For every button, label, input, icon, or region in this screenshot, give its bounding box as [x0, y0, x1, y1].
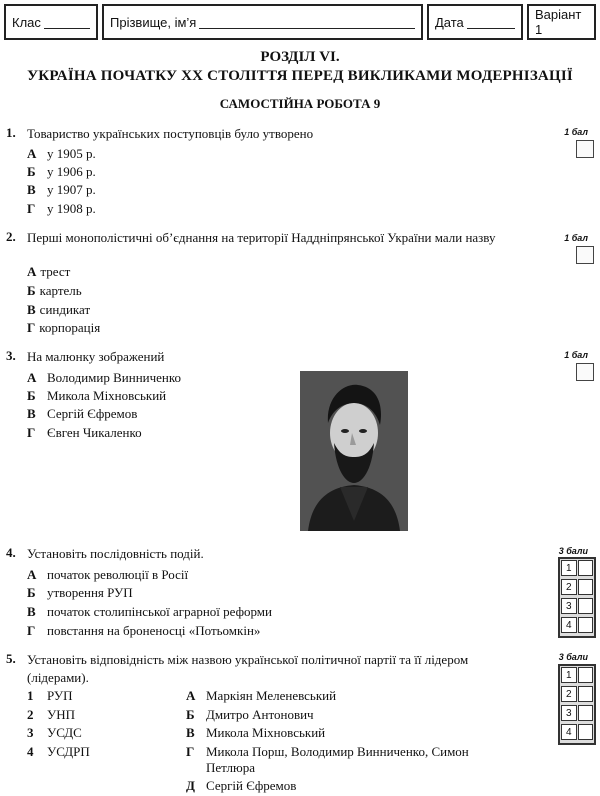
grid-cell[interactable] [578, 667, 594, 683]
grid-number: 1 [561, 560, 577, 576]
class-label: Клас [12, 14, 41, 30]
party-item: 2 УНП [27, 707, 75, 722]
name-field[interactable] [102, 4, 423, 40]
leader-item: Г Микола Порш, Володимир Винниченко, Симон [186, 744, 469, 759]
grid-number: 2 [561, 686, 577, 702]
option: Г у 1908 р. [27, 201, 96, 216]
name-line [199, 15, 415, 29]
option: А трест [27, 264, 71, 279]
date-field[interactable] [427, 4, 523, 40]
grid-cell[interactable] [578, 598, 594, 614]
option: Б картель [27, 283, 82, 298]
topic-title: УКРАЇНА ПОЧАТКУ XX СТОЛІТТЯ ПЕРЕД ВИКЛИКАМИ МОДЕРНІЗАЦІЇ [27, 68, 573, 84]
question-text: Товариство українських поступовців було утворено [27, 126, 314, 141]
grid-number: 3 [561, 705, 577, 721]
class-field[interactable] [4, 4, 98, 40]
points-label: 3 бали [558, 546, 588, 556]
points-label: 3 бали [558, 652, 588, 662]
option: Г Євген Чикаленко [27, 425, 142, 440]
grid-cell[interactable] [578, 705, 594, 721]
option: В у 1907 р. [27, 182, 96, 197]
question-number: 3. [6, 348, 16, 363]
grid-number: 3 [561, 598, 577, 614]
question-text: На малюнку зображений [27, 349, 165, 364]
question-number: 2. [6, 229, 16, 244]
grid-cell[interactable] [578, 686, 594, 702]
name-label: Прізвище, ім’я [110, 14, 197, 30]
option: В початок столипінської аграрної реформи [27, 604, 272, 619]
leader-item: А Маркіян Меленевський [186, 688, 337, 703]
grid-number: 4 [561, 617, 577, 633]
grid-cell[interactable] [578, 579, 594, 595]
option: Б Микола Міхновський [27, 388, 167, 403]
option: В Сергій Єфремов [27, 406, 138, 421]
grid-row [561, 617, 593, 635]
portrait-photo [300, 371, 408, 531]
grid-row [561, 724, 593, 742]
option: А початок революції в Росії [27, 567, 189, 582]
answer-box[interactable] [576, 140, 594, 158]
class-line [44, 15, 90, 29]
grid-number: 4 [561, 724, 577, 740]
variant-label: Варіант 1 [535, 7, 582, 37]
grid-row [561, 686, 593, 704]
question-text: Установіть послідовність подій. [27, 546, 204, 561]
points-label: 1 бал [564, 350, 588, 360]
leader-item: В Микола Міхновський [186, 725, 326, 740]
party-item: 1 РУП [27, 688, 73, 703]
grid-row [561, 560, 593, 578]
leader-item: Д Сергій Єфремов [186, 778, 297, 793]
grid-row [561, 667, 593, 685]
question-number: 4. [6, 545, 16, 560]
date-label: Дата [435, 14, 464, 30]
answer-grid [558, 664, 596, 745]
portrait-image [300, 371, 408, 531]
party-item: 4 УСДРП [27, 744, 90, 759]
question-number: 5. [6, 651, 16, 666]
section-title: РОЗДІЛ VI. [260, 49, 340, 65]
grid-cell[interactable] [578, 617, 594, 633]
answer-box[interactable] [576, 363, 594, 381]
answer-box[interactable] [576, 246, 594, 264]
grid-row [561, 598, 593, 616]
header-bar [4, 4, 596, 40]
date-line [467, 15, 515, 29]
points-label: 1 бал [564, 127, 588, 137]
grid-row [561, 579, 593, 597]
option: Б утворення РУП [27, 585, 133, 600]
option: Г повстання на броненосці «Потьомкін» [27, 623, 261, 638]
option: Б у 1906 р. [27, 164, 96, 179]
party-item: 3 УСДС [27, 725, 82, 740]
option: А у 1905 р. [27, 146, 96, 161]
grid-cell[interactable] [578, 724, 594, 740]
grid-number: 1 [561, 667, 577, 683]
grid-row [561, 705, 593, 723]
option: В синдикат [27, 302, 91, 317]
grid-number: 2 [561, 579, 577, 595]
leader-item: Б Дмитро Антонович [186, 707, 314, 722]
grid-cell[interactable] [578, 560, 594, 576]
answer-grid [558, 557, 596, 638]
leader-item-continued: Петлюра [206, 760, 255, 775]
question-number: 1. [6, 125, 16, 140]
question-text: Установіть відповідність між назвою української політичної партії та її лідером (лідерами). [27, 652, 469, 685]
option: А Володимир Винниченко [27, 370, 182, 385]
work-title: САМОСТІЙНА РОБОТА 9 [219, 96, 381, 111]
points-label: 1 бал [564, 233, 588, 243]
option: Г корпорація [27, 320, 101, 335]
variant-box [527, 4, 596, 40]
question-text: Перші монополістичні об’єднання на території Наддніпрянської України мали назву [27, 230, 496, 245]
